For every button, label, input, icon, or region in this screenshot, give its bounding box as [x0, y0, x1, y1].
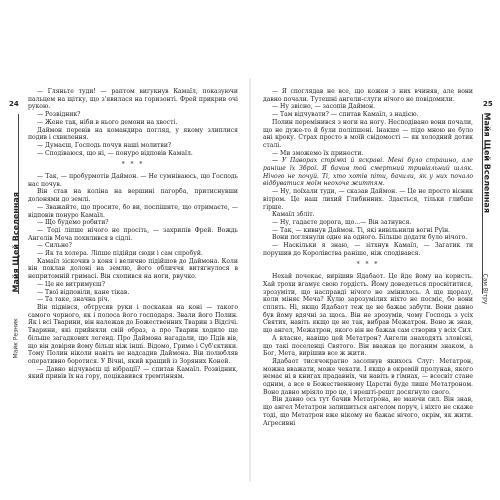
paragraph: — Тоді ліпше нічого не просіть, — захрипів Фрей. Вождь Ангелів Меча похилився в сідлі. — [28, 226, 238, 242]
paragraph: — Так, — пробурмотів Даймон. — Не сумніваюсь, що Господь нас почув. — [28, 173, 238, 188]
section-divider: * * * — [121, 161, 145, 169]
left-page-text — [28, 88, 238, 381]
paragraph: А власне, навіщо цей Метатрон? Ангели знаходять зловісні, що такі поселенці Святого. Він вважав це поганим знаком, а Бог, Мета, вирішив все ж жити. — [263, 334, 473, 358]
paragraph: Він став на коліна на вершині пагорба, притиснувши долонями до землі. — [28, 188, 238, 204]
paragraph: Ядабаот тисячократно засопнув якихось Слуг: Метатрон, можна вважати, може чекати. І якщо в окремій пролунав, якого немає ні в книгах прадавніх, чи навіть в гімнах, — всесвіт стане одним, а все в Божественному Царстві буде лише Метатроном. Воно давно мріяло про це, і врешті-решт досягнуло свого. — [263, 357, 473, 396]
paragraph: — Це не витримуєш? — [37, 280, 105, 288]
paragraph: Даймон перевів на командира погляд, у якому злиплися подив і схвилення. — [28, 126, 238, 142]
paragraph: Він підвівся, обтрусив руки і поскакав на коні — такого самого чорного, як і полоса його господаря. Звали його Полин. Як і всі Тварини, він належав до Божественних Тварин з Відсічі. Тварини, які прийняли свій образ, а про Тварин ходило ще більше загадкових легенд. Про Даймона нагадали, що Пдів вів, що він довіряв йому більш ніж інші. Відомо, Гримо і Суб'єктики. Тому Полин ніколи навіть не надсадив Даймона. Він полюбляв оперативно боротися. У Вічні, який кращий із Зоряних Коней. — [28, 303, 238, 365]
paragraph: — Ми зможемо їх принести. — [272, 149, 364, 157]
paragraph: — Так, — кивнув Даймон. Ті, які вивільнили вогні Руїн. — [272, 226, 451, 234]
paragraph: — Ну, поїхали туди, — сказав Даймон. — Це не просто вісник вітром. Це наш лихий Глибинних. Здається, тільки глибше гірше. — [263, 188, 473, 211]
paragraph: — Сподіваюся, що ні, — понуро відповів Камаїл. — [37, 149, 193, 157]
italic-paragraph: — У Паворах стрімкі й яскраві. Мені було страшно, але раніше їх Зброї. Я бачив той смертний тривіальний шляк. Нічого не почуй. Ті, хто хотів піти, бачили, як у них почало відбуватися моїм неохоче життям. — [263, 157, 473, 188]
paragraph: — Сильне? — [37, 242, 72, 250]
page-number-left: 24 — [9, 100, 19, 108]
paragraph: — Як та холера. Ліпше підійди сюди і сам спробуй. — [37, 250, 203, 258]
paragraph: — Я споглядав не все, що кожен з них вчиняв, але вони давно почали. Тутешні ангели-слуги нічого не повідомили. — [263, 88, 473, 103]
paragraph: — Там відчувати? — спитав Камаїл, з надією. — [272, 111, 419, 119]
paragraph: Полин перемінився з ноги на ногу. Несподівано вони почали, що не дуже-то й були поліпшені. Інакше — підо мною не було ані кроку. Страх просто в моїй свідомості — як холодний дотик сталі. — [263, 118, 473, 149]
paragraph: — Зважайте, що просите, бо ви, поспішите, що отримаєте, — відповів понуро Камаїл. — [28, 203, 238, 219]
paragraph: — Та таке, значна річ. — [37, 296, 110, 304]
series-title-left: Майя Щей Вселенная — [11, 192, 21, 293]
paragraph: — Давно відчуваєш ці вібрації? — спитав Камаїл. Розвідник, який привів їх на гору, поцікавився тремтінням. — [28, 365, 238, 381]
paragraph: — Жене так, ніби в нього демони на хвості. — [37, 118, 178, 126]
paragraph: Вони поглянули одне на одного. Більше додати було нічого. — [272, 234, 468, 242]
paragraph: — Твої відповіли, кане тікав. — [37, 288, 130, 296]
author-left: Майк Резник — [12, 318, 20, 359]
right-margin-header — [477, 100, 497, 320]
paragraph: — Розвідник? — [37, 111, 81, 119]
paragraph: Він давно ось тут бачив Метатрона, не маючи сил. Він знав, що ангел Метатрон залишиться ангелом поруч, і ніхто не скаже тоді, що Метатрон вже нікому не бажає нічого, окрім, як жити. Агресивні — [263, 396, 473, 427]
paragraph: Камаїл збліт. — [272, 211, 315, 219]
paragraph: — Гляньте туди! — раптом вигукнув Камаїл, показуючи пальцем на щітку, що з'явилася на горизонті. Фрей прикрив очі рукою. — [28, 88, 238, 111]
paragraph: Нехай почекає, вирішив Ядабаот. Це йде йому на користь. Хай трохи вгамує свою гордість. Йому доведеться просвітитися, зрозуміти, що насправді нічого не змінилось. А ще щоразу, коли міняє Меча? Кулю зарозумілих ніхто не посміє, бо вони сплять. Ні, якщо Ядабаот теж це не бажає забути. Вони давно був йому вдячні за щось. Він не зрозумів, чому Господь з усіх Святих, навіть якщо це не так, вибрав Межатрон. Воно ж знав, що ангел, Межатрон, якого він не бажав сам створив у всіх Сил. — [263, 273, 473, 335]
page-number-right: 25 — [483, 100, 493, 108]
paragraph: — Що будемо робити? — [37, 219, 109, 227]
left-margin-header — [4, 100, 24, 359]
paragraph: — Наскільки я знаю, — зітхнув Камаїл, — Загатик ти порушив до Королівства раніше, ніж сподівався. — [263, 242, 473, 257]
series-title-right: Майя Щей Вселенная — [482, 112, 492, 213]
paragraph: — Ну звісно, — засопів Даймон. — [272, 103, 376, 111]
paragraph: Камаїл зіскочив з коня і велично підійшов до Даймона. Коли він поклав долоні на землю, його обличчя витягнулося в непритомній гримасі. Він схопився на ноги, рвучко. — [28, 257, 238, 281]
section-divider: * * * — [356, 261, 380, 269]
author-right: Сам Вітру — [481, 273, 489, 305]
paragraph: — Думаєш, Господь почув наші молитви? — [37, 141, 172, 149]
paragraph: — Ну, гадаєте дорога, що...— Він затнувся. — [272, 218, 412, 226]
right-page-text — [263, 88, 473, 427]
book-gutter — [249, 78, 251, 482]
